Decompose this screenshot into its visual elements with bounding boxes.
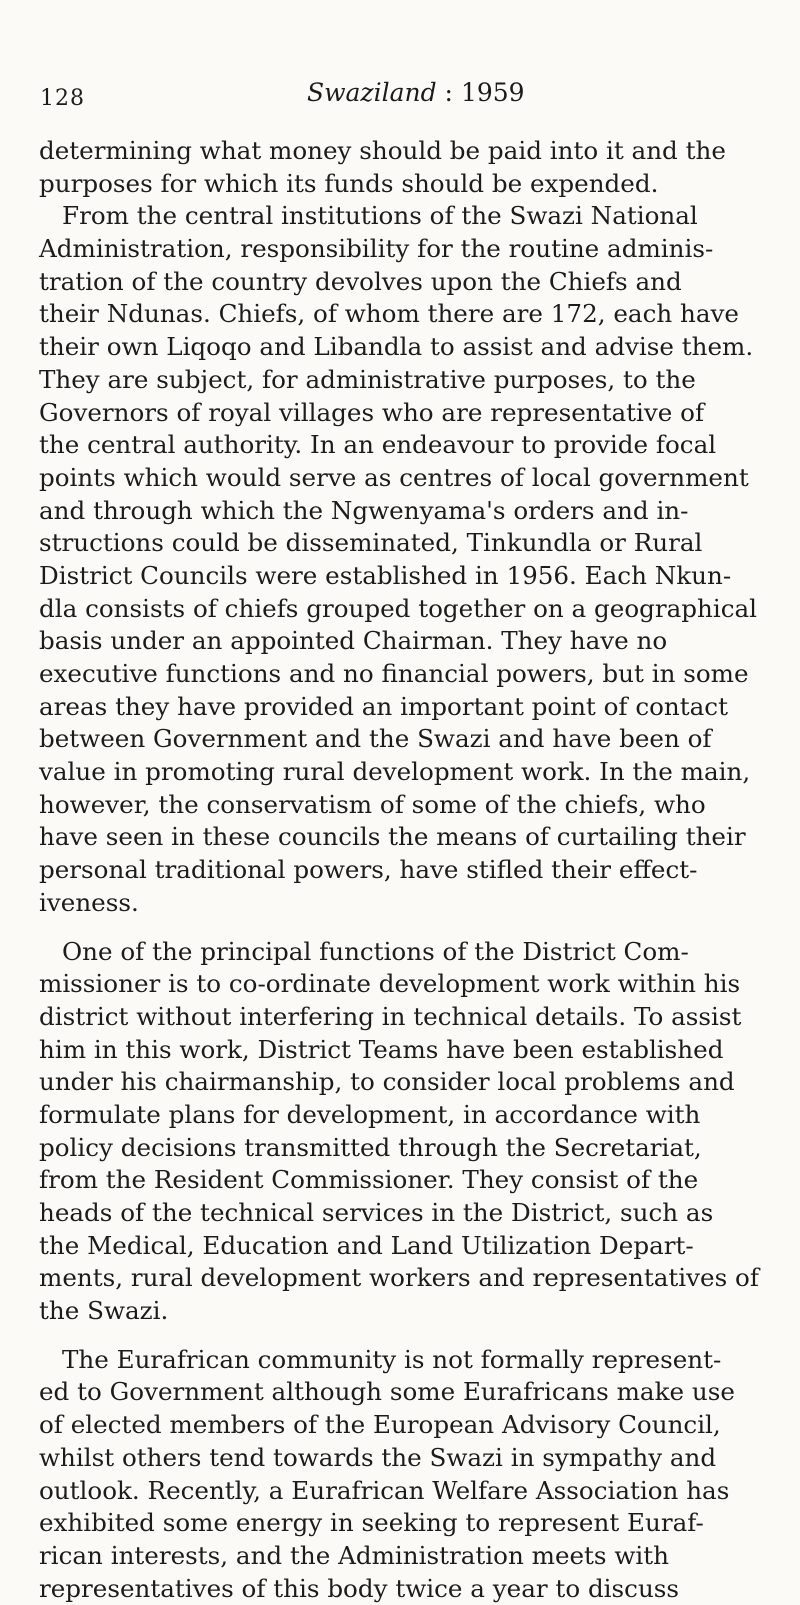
- text-line: exhibited some energy in seeking to represent Euraf-: [39, 1508, 704, 1538]
- page-header: [0, 78, 800, 118]
- text-line: points which would serve as centres of local government: [39, 462, 749, 492]
- running-title-year: 1959: [460, 78, 525, 107]
- paragraph-3: [39, 936, 774, 1328]
- paragraph-spacer: [39, 1328, 774, 1344]
- text-line: ed to Government although some Eurafricans make use: [39, 1377, 735, 1407]
- text-line: formulate plans for development, in accordance with: [39, 1099, 701, 1129]
- text-line: policy decisions transmitted through the Secretariat,: [39, 1132, 702, 1162]
- text-line: areas they have provided an important point of contact: [39, 691, 728, 721]
- text-line: representatives of this body twice a year to discuss: [39, 1573, 680, 1603]
- text-line: Administration, responsibility for the routine adminis-: [39, 234, 714, 264]
- text-line: heads of the technical services in the District, such as: [39, 1198, 714, 1227]
- text-line: the Swazi.: [39, 1296, 169, 1326]
- text-line: determining what money should be paid into it and the: [39, 136, 726, 165]
- text-line: Governors of royal villages who are representative of: [39, 397, 705, 427]
- text-line: under his chairmanship, to consider local problems and: [39, 1067, 735, 1097]
- text-line: value in promoting rural development work. In the main,: [39, 757, 751, 787]
- text-line: outlook. Recently, a Eurafrican Welfare Association has: [39, 1475, 730, 1505]
- text-line: between Government and the Swazi and have been of: [39, 724, 712, 754]
- text-line: whilst others tend towards the Swazi in sympathy and: [39, 1442, 717, 1472]
- text-line: personal traditional powers, have stifled their effect-: [39, 855, 698, 885]
- text-line: rican interests, and the Administration meets with: [39, 1540, 670, 1570]
- text-line: the Medical, Education and Land Utilization Depart-: [39, 1230, 694, 1260]
- text-line: From the central institutions of the Swazi National: [62, 201, 698, 231]
- running-title-separator: :: [436, 78, 461, 107]
- text-line: missioner is to co-ordinate development work within his: [39, 969, 741, 999]
- paragraph-2: [39, 200, 774, 919]
- paragraph-spacer: [39, 920, 774, 936]
- text-line: dla consists of chiefs grouped together on a geographical: [39, 593, 758, 623]
- text-line: They are subject, for administrative purposes, to the: [39, 364, 696, 394]
- running-title-name: Swaziland: [307, 78, 437, 107]
- page-number: 128: [40, 86, 85, 111]
- text-line: him in this work, District Teams have been established: [39, 1034, 724, 1064]
- text-line: from the Resident Commissioner. They consist of the: [39, 1165, 699, 1195]
- text-line: iveness.: [39, 887, 139, 917]
- text-line: the central authority. In an endeavour to provide focal: [39, 430, 717, 460]
- text-line: however, the conservatism of some of the chiefs, who: [39, 789, 706, 819]
- paragraph-1: [39, 135, 774, 200]
- text-line: of elected members of the European Advisory Council,: [39, 1410, 721, 1440]
- text-line: have seen in these councils the means of curtailing their: [39, 822, 746, 852]
- text-line: tration of the country devolves upon the Chiefs and: [39, 266, 682, 296]
- text-line: ments, rural development workers and representatives of: [39, 1263, 759, 1293]
- text-line: basis under an appointed Chairman. They have no: [39, 626, 668, 656]
- text-line: District Councils were established in 1956. Each Nkun-: [39, 560, 732, 590]
- paragraph-4: [39, 1344, 774, 1605]
- text-line: One of the principal functions of the District Com-: [62, 936, 689, 966]
- text-line: district without interfering in technical details. To assist: [39, 1001, 742, 1031]
- text-line: purposes for which its funds should be expended.: [39, 168, 659, 198]
- text-line: their own Liqoqo and Libandla to assist and advise them.: [39, 332, 754, 362]
- body-text: [39, 135, 774, 1605]
- running-title: [307, 78, 525, 107]
- text-line: structions could be disseminated, Tinkundla or Rural: [39, 528, 703, 558]
- text-line: and through which the Ngwenyama's orders and in-: [39, 495, 689, 525]
- text-line: executive functions and no financial powers, but in some: [39, 659, 749, 688]
- text-line: their Ndunas. Chiefs, of whom there are 172, each have: [39, 299, 739, 329]
- text-line: The Eurafrican community is not formally represent-: [62, 1344, 722, 1374]
